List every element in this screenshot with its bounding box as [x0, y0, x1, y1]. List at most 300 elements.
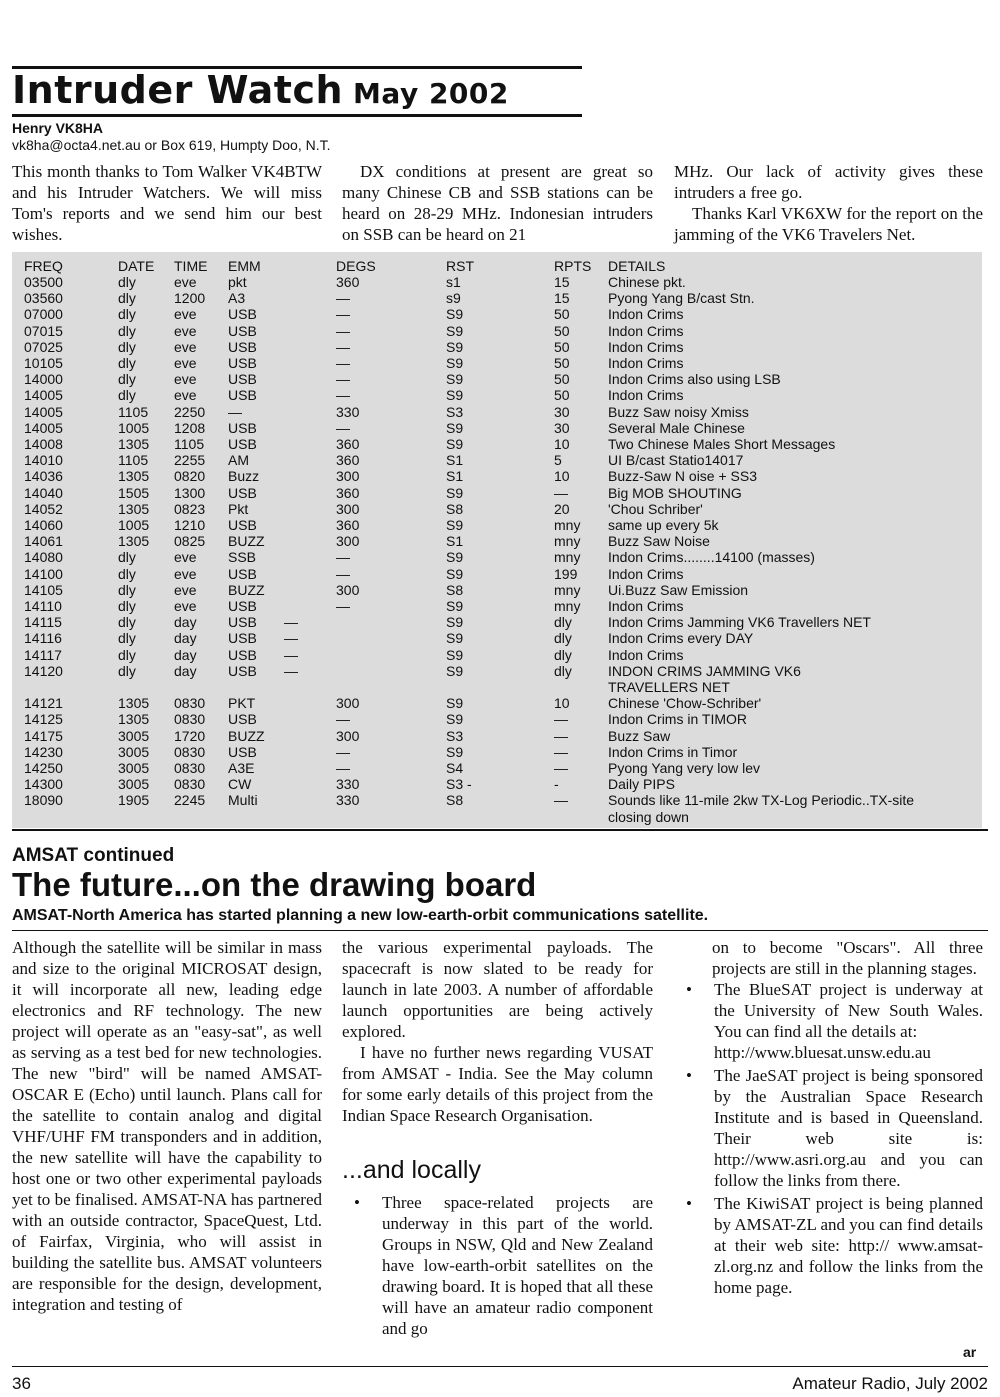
cell-rpts: 50 — [554, 387, 570, 404]
cell-details: INDON CRIMS JAMMING VK6 — [608, 662, 801, 679]
cell-time: 0820 — [174, 468, 206, 485]
cell-rst: S8 — [446, 500, 464, 517]
cell-rpts: 15 — [554, 274, 570, 290]
cell-rpts: mny — [554, 533, 581, 550]
cell-rpts: 20 — [554, 500, 570, 517]
cell-rpts: 10 — [554, 468, 570, 485]
cell-rst: S9 — [446, 646, 464, 663]
author-name: Henry VK8HA — [12, 120, 104, 136]
cell-time: day — [174, 614, 197, 631]
cell-emm: USB — [228, 306, 257, 323]
cell-time: 1720 — [174, 727, 206, 744]
cell-freq: 07000 — [24, 306, 63, 323]
cell-date: 1305 — [118, 695, 150, 712]
cell-date: dly — [118, 306, 136, 323]
cell-emm: USB — [228, 711, 257, 728]
intro-column-3 — [674, 161, 983, 245]
cell-time: day — [174, 662, 197, 679]
article-column-2-bullets — [342, 1192, 653, 1341]
bullet-bluesat — [674, 979, 983, 1063]
cell-emm: AM — [228, 452, 249, 469]
cell-date: 1305 — [118, 533, 150, 550]
cell-date: 3005 — [118, 727, 150, 744]
cell-time: eve — [174, 565, 197, 582]
cell-rst: S9 — [446, 743, 464, 760]
cell-details: Indon Crims in Timor — [608, 743, 738, 760]
cell-emm: pkt — [228, 274, 247, 290]
cell-freq: 14110 — [24, 598, 62, 614]
page-number: 36 — [12, 1374, 31, 1393]
cell-date: dly — [118, 290, 136, 307]
cell-emm: Buzz — [228, 468, 260, 485]
cell-date: 1005 — [118, 517, 150, 533]
cell-freq: 14115 — [24, 614, 62, 631]
cell-freq: 14010 — [24, 452, 63, 469]
cell-degs: 360 — [336, 484, 360, 501]
intro-para-1: This month thanks to Tom Walker VK4BTW and his Intruder Watchers. We will miss Tom's reports and we send him our best wishes. — [12, 162, 322, 244]
subhead-rule — [12, 930, 988, 931]
cell-degs: — — [336, 338, 350, 355]
cell-details: Indon Crims in TIMOR — [608, 711, 747, 728]
cell-rpts: dly — [554, 614, 572, 631]
cell-rpts: — — [554, 484, 568, 501]
cell-rst: S9 — [446, 436, 464, 452]
cell-rst: S9 — [446, 598, 464, 614]
cell-rpts: mny — [554, 581, 581, 598]
bullet-three-projects: • Three space-related projects are underway in this part of the world. Groups in NSW, Qld and New Zealand have low-earth-orbit satellites on the drawing board. It is hoped that all these will have an amateur radio component and go — [342, 1192, 653, 1339]
cell-details: Two Chinese Males Short Messages — [608, 436, 836, 452]
cell-freq: 14175 — [24, 727, 63, 744]
cell-emm: USB — [228, 517, 257, 533]
cell-time: eve — [174, 387, 197, 404]
cell-degs: — — [336, 743, 350, 760]
title-text: Intruder Watch — [12, 68, 344, 112]
cell-rpts: 30 — [554, 403, 570, 420]
cell-degs: 300 — [336, 468, 360, 485]
intro-para-3: MHz. Our lack of activity gives these intruders a free go. — [674, 162, 983, 202]
article-headline: The future...on the drawing board — [12, 866, 537, 903]
cell-date: dly — [118, 322, 136, 339]
cell-rpts: dly — [554, 630, 572, 647]
cell-date: dly — [118, 274, 136, 290]
cell-freq: 14008 — [24, 436, 63, 452]
cell-rpts: mny — [554, 517, 581, 533]
amsat-continued-label: AMSAT continued — [12, 845, 175, 866]
cell-rst: S9 — [446, 711, 464, 728]
cell-freq: 07015 — [24, 322, 63, 339]
cell-rpts: dly — [554, 662, 572, 679]
cell-date: dly — [118, 565, 136, 582]
cell-freq: 14080 — [24, 549, 63, 566]
cell-rpts: — — [554, 727, 568, 744]
cell-time: 0825 — [174, 533, 206, 550]
cell-freq: 10105 — [24, 355, 63, 371]
cell-freq: 14300 — [24, 776, 63, 793]
article-column-2 — [342, 937, 653, 1126]
cell-rpts: dly — [554, 646, 572, 663]
cell-time: eve — [174, 322, 197, 339]
cell-details: Chinese pkt. — [608, 274, 686, 290]
cell-date: 1005 — [118, 419, 150, 436]
cell-emm: Pkt — [228, 500, 249, 517]
title-date: May 2002 — [353, 77, 509, 110]
cell-emm: CW — [228, 776, 252, 793]
cell-time: 0830 — [174, 760, 206, 776]
cell-degs: — — [336, 387, 350, 404]
article-column-3 — [674, 937, 983, 1300]
cell-rst: S9 — [446, 338, 464, 355]
cell-date: dly — [118, 387, 136, 404]
cell-date: 3005 — [118, 743, 150, 760]
cell-emm: USB — [228, 646, 257, 663]
cell-mark: — — [284, 662, 298, 679]
cell-emm: USB — [228, 484, 257, 501]
cell-degs: 330 — [336, 792, 360, 809]
header-details: DETAILS — [608, 258, 666, 274]
cell-degs: — — [336, 290, 350, 307]
cell-date: 1305 — [118, 436, 150, 452]
cell-rst: S9 — [446, 322, 464, 339]
cell-degs: 330 — [336, 403, 360, 420]
cell-degs: — — [336, 355, 350, 371]
cell-details: Indon Crims — [608, 387, 684, 404]
cell-details: Pyong Yang B/cast Stn. — [608, 290, 755, 307]
cell-details: Indon Crims — [608, 322, 684, 339]
cell-time: 0823 — [174, 500, 206, 517]
bluesat-url: http://www.bluesat.unsw.edu.au — [714, 1043, 931, 1062]
article-column-1 — [12, 937, 322, 1315]
cell-freq: 14005 — [24, 419, 63, 436]
cell-details: same up every 5k — [608, 517, 719, 533]
cell-date: 1305 — [118, 500, 150, 517]
cell-rpts: — — [554, 743, 568, 760]
cell-emm: USB — [228, 419, 257, 436]
cell-emm: USB — [228, 338, 257, 355]
cell-rpts: - — [554, 776, 559, 793]
cell-degs: — — [336, 760, 350, 776]
cell-date: 1505 — [118, 484, 150, 501]
cell-time: eve — [174, 549, 197, 566]
cell-rst: S9 — [446, 355, 464, 371]
cell-degs: 360 — [336, 274, 360, 290]
cell-rpts: 10 — [554, 436, 570, 452]
cell-emm: A3E — [228, 760, 255, 776]
cell-rst: S1 — [446, 533, 464, 550]
header-rpts: RPTS — [554, 258, 592, 274]
cell-details: closing down — [608, 808, 689, 825]
cell-rpts: 50 — [554, 371, 570, 388]
cell-rst: S1 — [446, 468, 464, 485]
cell-degs: — — [336, 565, 350, 582]
cell-rst: S9 — [446, 419, 464, 436]
cell-rst: s9 — [446, 290, 461, 307]
cell-degs: — — [336, 419, 350, 436]
cell-rpts: 50 — [554, 322, 570, 339]
cell-time: eve — [174, 598, 197, 614]
cell-degs: — — [336, 322, 350, 339]
cell-emm: USB — [228, 662, 257, 679]
cell-emm: BUZZ — [228, 727, 265, 744]
cell-date: 3005 — [118, 760, 150, 776]
intro-column-1 — [12, 161, 322, 245]
page-title — [12, 68, 509, 112]
cell-details: Indon Crims also using LSB — [608, 371, 781, 388]
cell-rst: S9 — [446, 387, 464, 404]
cell-rpts: — — [554, 760, 568, 776]
cell-degs: 300 — [336, 695, 360, 712]
cell-date: 1105 — [118, 452, 149, 469]
cell-details: Buzz-Saw N oise + SS3 — [608, 468, 758, 485]
cell-rpts: 10 — [554, 695, 570, 712]
cell-time: 1300 — [174, 484, 206, 501]
cell-mark: — — [284, 614, 298, 631]
bluesat-text: The BlueSAT project is underway at the University of New South Wales. You can find all the details at: — [714, 980, 983, 1041]
cell-emm: USB — [228, 565, 257, 582]
cell-details: Buzz Saw — [608, 727, 671, 744]
cell-freq: 14060 — [24, 517, 63, 533]
cell-rpts: 30 — [554, 419, 570, 436]
cell-date: 1905 — [118, 792, 150, 809]
cell-freq: 14105 — [24, 581, 63, 598]
cell-details: Indon Crims — [608, 646, 684, 663]
header-date: DATE — [118, 258, 155, 274]
cell-rpts: mny — [554, 549, 581, 566]
cell-date: dly — [118, 549, 136, 566]
cell-degs: 300 — [336, 500, 360, 517]
cell-mark: — — [284, 646, 298, 663]
cell-freq: 14005 — [24, 403, 63, 420]
cell-rst: S9 — [446, 662, 464, 679]
header-degs: DEGS — [336, 258, 376, 274]
locally-heading: ...and locally — [342, 1156, 481, 1184]
cell-rst: S8 — [446, 792, 464, 809]
article-para-3: I have no further news regarding VUSAT from AMSAT - India. See the May column for some early details of this project from the Indian Space Research Organisation. — [342, 1043, 653, 1125]
cell-rpts: 50 — [554, 355, 570, 371]
author-contact: vk8ha@octa4.net.au or Box 619, Humpty Doo, N.T. — [12, 137, 331, 153]
cell-freq: 14120 — [24, 662, 63, 679]
cell-date: dly — [118, 662, 136, 679]
cell-details: Indon Crims — [608, 306, 684, 323]
cell-time: 1105 — [174, 436, 205, 452]
cell-mark: — — [284, 630, 298, 647]
cell-emm: USB — [228, 630, 257, 647]
article-subheadline: AMSAT-North America has started planning a new low-earth-orbit communications satellite. — [12, 907, 709, 924]
cell-freq: 14116 — [24, 630, 62, 647]
bullet-kiwisat: • The KiwiSAT project is being planned by AMSAT-ZL and you can find details at their web site: http:// www.amsat-zl.org.nz and follow the links from the home page. — [674, 1193, 983, 1298]
cell-emm: PKT — [228, 695, 256, 712]
cell-rpts: 5 — [554, 452, 562, 469]
section-divider — [12, 829, 988, 831]
cell-rpts: — — [554, 792, 568, 809]
cell-time: 0830 — [174, 711, 206, 728]
intro-para-2: DX conditions at present are great so many Chinese CB and SSB stations can be heard on 28-29 MHz. Indonesian intruders on SSB can be heard on 21 — [342, 162, 653, 244]
cell-details: Indon Crims — [608, 338, 684, 355]
cell-freq: 14117 — [24, 646, 62, 663]
header-time: TIME — [174, 258, 208, 274]
cell-rst: S9 — [446, 306, 464, 323]
cell-details: Indon Crims — [608, 598, 684, 614]
cell-freq: 14000 — [24, 371, 63, 388]
bullet-jaesat: • The JaeSAT project is being sponsored by the Australian Space Research Institute and is based in Queensland. Their web site is: http://www.asri.org.au and you can follow the links from there. — [674, 1065, 983, 1191]
cell-freq: 14100 — [24, 565, 63, 582]
cell-details: Daily PIPS — [608, 776, 675, 793]
cell-details: Ui.Buzz Saw Emission — [608, 581, 749, 598]
cell-details: TRAVELLERS NET — [608, 679, 730, 695]
cell-time: 1208 — [174, 419, 206, 436]
cell-details: Buzz Saw noisy Xmiss — [608, 403, 749, 420]
cell-freq: 14036 — [24, 468, 63, 485]
cell-freq: 03500 — [24, 274, 63, 290]
cell-details: Several Male Chinese — [608, 419, 745, 436]
cell-time: day — [174, 630, 197, 647]
cell-degs: 300 — [336, 727, 360, 744]
cell-rst: S1 — [446, 452, 464, 469]
cell-freq: 14040 — [24, 484, 63, 501]
cell-details: Indon Crims — [608, 355, 684, 371]
cell-time: eve — [174, 581, 197, 598]
footer-rule — [12, 1366, 988, 1367]
cell-emm: USB — [228, 614, 257, 631]
cell-date: dly — [118, 646, 136, 663]
cell-details: Buzz Saw Noise — [608, 533, 710, 550]
cell-details: Big MOB SHOUTING — [608, 484, 742, 501]
cell-time: 2255 — [174, 452, 206, 469]
cell-degs: — — [336, 598, 350, 614]
cell-degs: 360 — [336, 436, 360, 452]
cell-emm: USB — [228, 355, 257, 371]
cell-time: 0830 — [174, 695, 206, 712]
cell-rst: S3 — [446, 727, 464, 744]
cell-emm: SSB — [228, 549, 257, 566]
cell-rst: S9 — [446, 695, 464, 712]
cell-date: 1305 — [118, 468, 150, 485]
cell-time: 2245 — [174, 792, 206, 809]
cell-time: eve — [174, 371, 197, 388]
cell-rpts: 50 — [554, 338, 570, 355]
cell-rpts: 50 — [554, 306, 570, 323]
cell-freq: 14061 — [24, 533, 63, 550]
cell-rst: S9 — [446, 371, 464, 388]
cell-rst: S3 — [446, 403, 464, 420]
header-freq: FREQ — [24, 258, 63, 274]
cell-degs: 360 — [336, 452, 360, 469]
cell-emm: A3 — [228, 290, 246, 307]
cell-rst: S9 — [446, 614, 464, 631]
cell-details: Indon Crims every DAY — [608, 630, 754, 647]
cell-rst: S8 — [446, 581, 464, 598]
cell-details: Indon Crims Jamming VK6 Travellers NET — [608, 614, 871, 631]
cell-time: eve — [174, 355, 197, 371]
cell-date: 1105 — [118, 403, 149, 420]
cell-degs: 330 — [336, 776, 360, 793]
cell-freq: 03560 — [24, 290, 63, 307]
cell-time: 1210 — [174, 517, 206, 533]
title-bottom-rule — [12, 114, 582, 117]
cell-emm: USB — [228, 598, 257, 614]
cell-rst: s1 — [446, 274, 461, 290]
cell-degs: — — [336, 711, 350, 728]
article-para-2: the various experimental payloads. The spacecraft is now slated to be ready for launch in late 2003. A number of affordable launch opportunities are being actively explored. — [342, 938, 653, 1041]
cell-date: dly — [118, 338, 136, 355]
cell-date: 1305 — [118, 711, 150, 728]
cell-time: 0830 — [174, 743, 206, 760]
cell-rpts: 199 — [554, 565, 578, 582]
intro-column-2 — [342, 161, 653, 245]
cell-freq: 14052 — [24, 500, 63, 517]
intruder-table — [12, 252, 982, 828]
cell-freq: 14121 — [24, 695, 63, 712]
cell-emm: USB — [228, 322, 257, 339]
cell-degs: — — [336, 306, 350, 323]
cell-date: dly — [118, 630, 136, 647]
cell-rpts: — — [554, 711, 568, 728]
cell-details: Indon Crims........14100 (masses) — [608, 549, 815, 566]
cell-emm: Multi — [228, 792, 258, 809]
cell-rst: S9 — [446, 630, 464, 647]
cell-emm: BUZZ — [228, 533, 265, 550]
cell-date: dly — [118, 581, 136, 598]
cell-time: 0830 — [174, 776, 206, 793]
cell-time: eve — [174, 306, 197, 323]
cell-emm: USB — [228, 371, 257, 388]
header-emm: EMM — [228, 258, 261, 274]
cell-emm: — — [228, 403, 242, 420]
cell-degs: 300 — [336, 533, 360, 550]
cell-details: Pyong Yang very low lev — [608, 760, 761, 776]
cell-date: 3005 — [118, 776, 150, 793]
cell-details: Chinese 'Chow-Schriber' — [608, 695, 762, 712]
header-rst: RST — [446, 258, 474, 274]
cell-rst: S9 — [446, 549, 464, 566]
article-para-oscars: on to become "Oscars". All three projects are still in the planning stages. — [712, 938, 983, 978]
cell-freq: 18090 — [24, 792, 63, 809]
cell-details: 'Chou Schriber' — [608, 500, 703, 517]
cell-time: eve — [174, 338, 197, 355]
cell-freq: 14230 — [24, 743, 63, 760]
article-para-1: Although the satellite will be similar in mass and size to the original MICROSAT design, it will incorporate all new, leading edge electronics and RF technology. The new project will operate as an "easy-sat", as well as serving as a test bed for new technologies. The new "bird" will be named AMSAT-OSCAR E (Echo) until launch. Plans call for the satellite to contain analog and digital VHF/UHF FM transponders and in addition, the new satellite will have the capability to host one or two other experimental payloads yet to be finalised. AMSAT-NA has partnered with an outside contractor, SpaceQuest, Ltd. of Fairfax, Virginia, who will assist in building the satellite bus. AMSAT volunteers are responsible for the design, development, integration and testing of — [12, 938, 322, 1314]
cell-rst: S9 — [446, 517, 464, 533]
cell-freq: 14125 — [24, 711, 63, 728]
publication-info: Amateur Radio, July 2002 — [792, 1374, 988, 1393]
cell-time: 2250 — [174, 403, 206, 420]
cell-degs: — — [336, 371, 350, 388]
cell-time: 1200 — [174, 290, 206, 307]
cell-date: dly — [118, 614, 136, 631]
cell-rpts: mny — [554, 598, 581, 614]
intro-para-4: Thanks Karl VK6XW for the report on the jamming of the VK6 Travelers Net. — [674, 204, 983, 244]
cell-rst: S9 — [446, 484, 464, 501]
cell-freq: 14005 — [24, 387, 63, 404]
cell-date: dly — [118, 371, 136, 388]
cell-date: dly — [118, 355, 136, 371]
cell-rst: S4 — [446, 760, 464, 776]
cell-details: UI B/cast Statio14017 — [608, 452, 744, 469]
cell-time: day — [174, 646, 197, 663]
cell-details: Indon Crims — [608, 565, 684, 582]
cell-emm: USB — [228, 743, 257, 760]
cell-degs: 300 — [336, 581, 360, 598]
cell-degs: — — [336, 549, 350, 566]
cell-degs: 360 — [336, 517, 360, 533]
cell-date: dly — [118, 598, 136, 614]
cell-rpts: 15 — [554, 290, 570, 307]
cell-emm: BUZZ — [228, 581, 265, 598]
cell-details: Sounds like 11-mile 2kw TX-Log Periodic..TX-site — [608, 792, 915, 809]
cell-freq: 07025 — [24, 338, 63, 355]
cell-time: eve — [174, 274, 197, 290]
cell-emm: USB — [228, 387, 257, 404]
cell-rst: S9 — [446, 565, 464, 582]
